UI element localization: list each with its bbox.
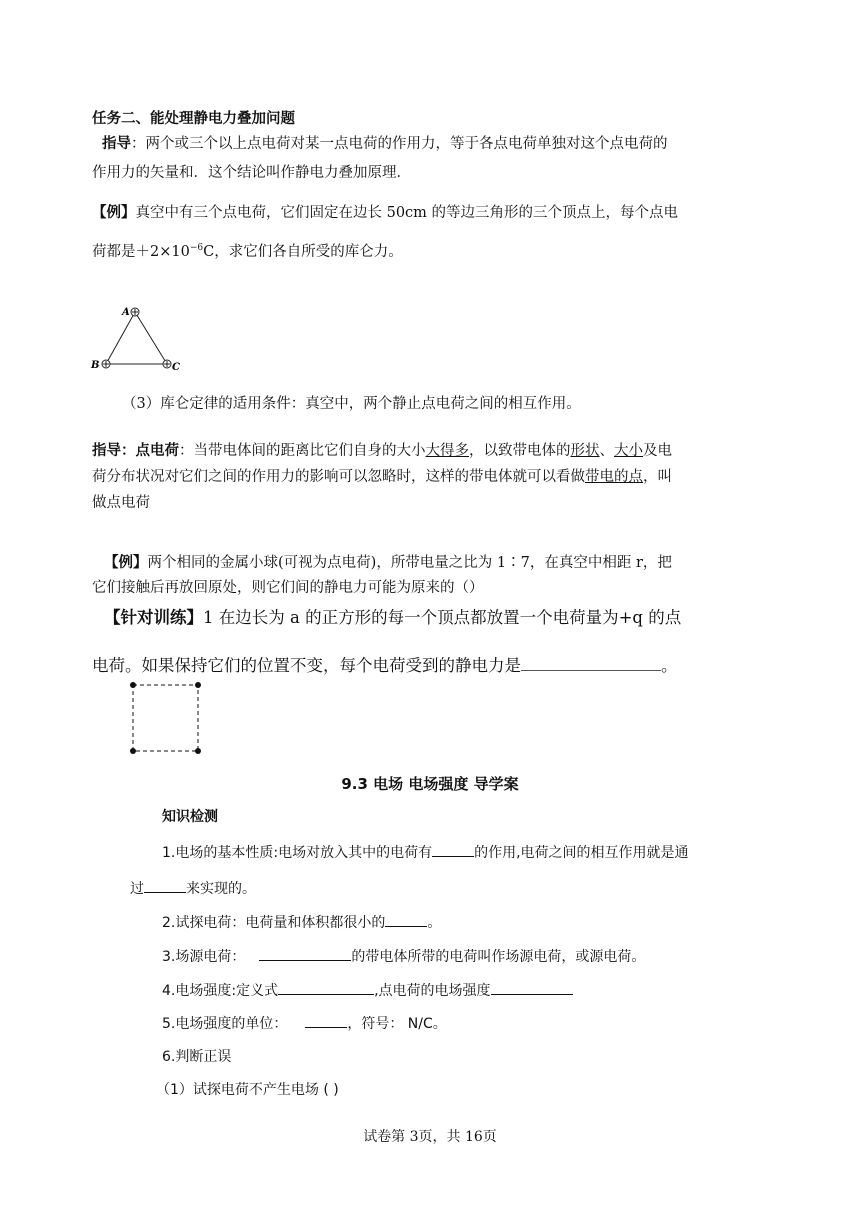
point-charge-label: 指导：点电荷 <box>92 443 179 459</box>
q1-blank-1[interactable] <box>432 842 474 857</box>
q1-text-d: 来实现的。 <box>186 881 256 897</box>
q4-text-a: 4.电场强度:定义式 <box>162 983 279 999</box>
question-3 <box>162 946 812 969</box>
vertex-dot-icon <box>130 682 136 688</box>
charge-b-icon <box>102 360 110 368</box>
training-text-2: 电荷。如果保持它们的位置不变，每个电荷受到的静电力是 <box>92 656 521 675</box>
example1-text: 真空中有三个点电荷，它们固定在边长 50cm 的等边三角形的三个顶点上，每个点电 <box>135 205 679 221</box>
training-label: 【针对训练】 <box>104 608 203 627</box>
page-footer: 试卷第 3页，共 16页 <box>363 1129 497 1145</box>
pc-underline-4: 带电的点 <box>585 469 643 485</box>
q3-text-b: 的带电体所带的电荷叫作场源电荷，或源电荷。 <box>351 949 646 965</box>
example2-line2: 它们接触后再放回原处，则它们间的静电力可能为原来的（） <box>92 580 484 596</box>
guide-label: 指导 <box>102 136 131 152</box>
q1-text-a: 1.电场的基本性质:电场对放入其中的电荷有 <box>162 845 433 861</box>
example2-line1 <box>104 551 754 575</box>
triangle-diagram <box>88 302 188 378</box>
pc-underline-1: 大得多 <box>425 443 469 459</box>
question-1-line1 <box>162 842 812 865</box>
q2-text-b: 。 <box>427 915 442 931</box>
training-answer-blank[interactable] <box>521 656 661 671</box>
task2-guide-line1 <box>102 133 752 156</box>
training-line1 <box>104 605 754 631</box>
label-c: C <box>172 362 180 373</box>
pc-text-5: 荷分布状况对它们之间的作用力的影响可以忽略时，这样的带电体就可以看做 <box>92 469 585 485</box>
q4-blank-1[interactable] <box>278 980 374 995</box>
q3-blank[interactable] <box>259 946 351 961</box>
point-charge-line2 <box>92 466 742 489</box>
q1-text-c: 过 <box>130 881 144 897</box>
q1-blank-2[interactable] <box>144 878 186 893</box>
point-charge-line1 <box>92 440 742 463</box>
example2-text: 两个相同的金属小球(可视为点电荷)，所带电量之比为 1∶7，在真空中相距 r，把 <box>147 555 672 571</box>
guide-text: ：两个或三个以上点电荷对某一点电荷的作用力，等于各点电荷单独对这个点电荷的 <box>131 136 668 152</box>
pc-text-2: ，以致带电体的 <box>469 443 571 459</box>
training-text: 1 在边长为 a 的正方形的每一个顶点都放置一个电荷量为+q 的点 <box>203 608 682 627</box>
example1-exponent: −6 <box>189 243 204 253</box>
q3-text-a: 3.场源电荷： <box>162 949 246 965</box>
vertex-dot-icon <box>195 682 201 688</box>
pc-underline-3: 大小 <box>614 443 643 459</box>
q5-text-b: ，符号： N/C。 <box>347 1016 447 1032</box>
example1-line1 <box>92 201 742 225</box>
task2-title: 任务二、能处理静电力叠加问题 <box>92 111 295 127</box>
point-charge-line3: 做点电荷 <box>92 495 150 511</box>
q5-text-a: 5.电场强度的单位： <box>162 1016 288 1032</box>
question-6: 6.判断正误 <box>162 1049 232 1065</box>
q4-blank-2[interactable] <box>491 980 573 995</box>
pc-text-4: 及电 <box>643 443 672 459</box>
example1-question: C，求它们各自所受的库仑力。 <box>203 244 403 260</box>
coulomb-condition: （3）库仑定律的适用条件：真空中，两个静止点电荷之间的相互作用。 <box>122 396 581 412</box>
vertex-dot-icon <box>130 748 136 754</box>
section-subtitle: 知识检测 <box>162 809 218 825</box>
training-end: 。 <box>661 656 678 675</box>
section-title: 9.3 电场 电场强度 导学案 <box>341 775 519 793</box>
q2-blank[interactable] <box>385 912 427 927</box>
pc-underline-2: 形状 <box>570 443 600 459</box>
example1-line2 <box>92 241 742 264</box>
pc-text-3: 、 <box>599 443 614 459</box>
example1-label: 【例】 <box>92 204 136 221</box>
training-line2 <box>92 653 742 679</box>
question-6-1: （1）试探电荷不产生电场 ( ) <box>156 1082 339 1098</box>
vertex-dot-icon <box>195 748 201 754</box>
square-outline <box>133 685 198 751</box>
question-1-line2 <box>130 878 780 901</box>
square-diagram <box>128 680 204 756</box>
charge-c-icon <box>163 360 171 368</box>
question-4 <box>162 980 812 1003</box>
label-a: A <box>122 307 130 318</box>
q4-text-b: ,点电荷的电场强度 <box>374 983 491 999</box>
example1-charge: 荷都是＋2×10 <box>92 244 190 260</box>
charge-a-icon <box>131 308 139 316</box>
q2-text-a: 2.试探电荷：电荷量和体积都很小的 <box>162 915 386 931</box>
task2-guide-line2: 作用力的矢量和．这个结论叫作静电力叠加原理． <box>92 165 411 181</box>
q1-text-b: 的作用,电荷之间的相互作用就是通 <box>474 845 689 861</box>
pc-text-1: ：当带电体间的距离比它们自身的大小 <box>179 443 426 459</box>
question-5 <box>162 1013 812 1036</box>
pc-text-6: ，叫 <box>643 469 672 485</box>
triangle-side-ac <box>135 312 167 364</box>
q5-blank[interactable] <box>305 1013 347 1028</box>
label-b: B <box>91 360 100 371</box>
example2-label: 【例】 <box>104 554 148 571</box>
triangle-side-ab <box>106 312 135 364</box>
question-2 <box>162 912 812 935</box>
